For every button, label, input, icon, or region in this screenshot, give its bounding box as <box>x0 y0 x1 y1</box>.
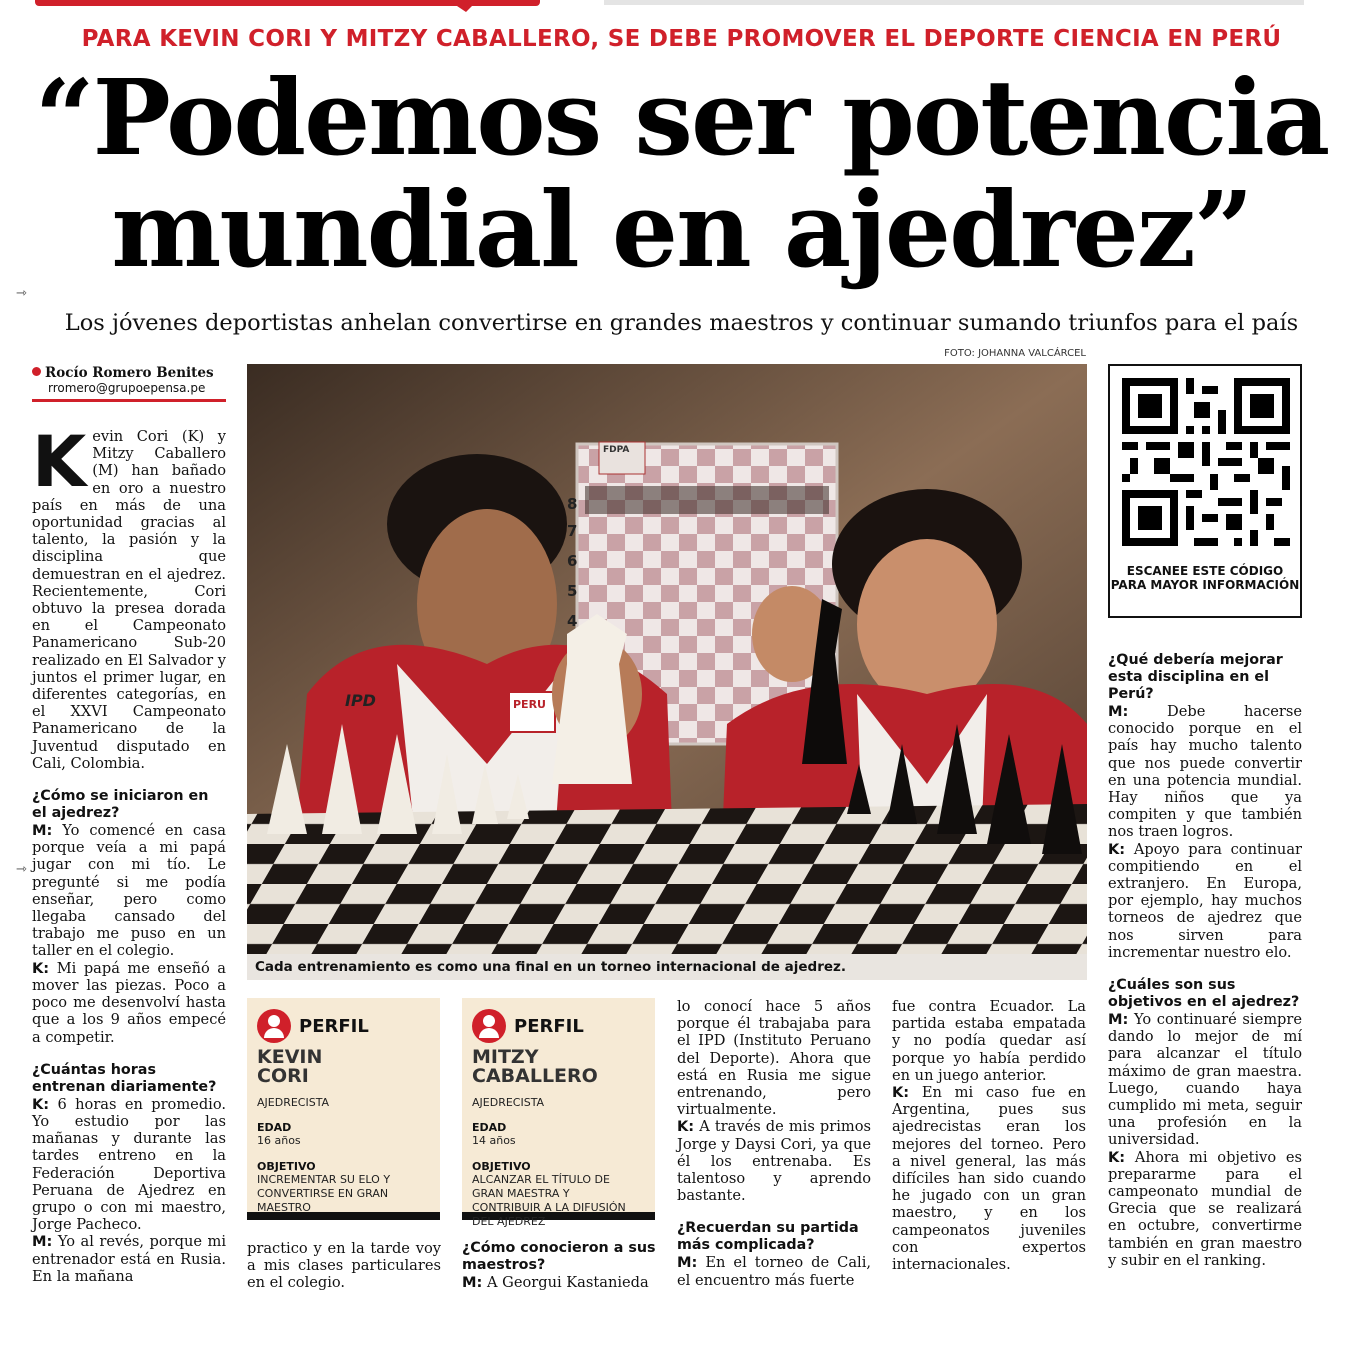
board-rank-label: 5 <box>567 582 578 600</box>
answer-paragraph: K: En mi caso fue en Argentina, pues sus ajedrecistas eran los mejores del torneo. Pero a nivel general, las más difíciles han sido cuando he jugado con un gran maestro, y en los campeonatos juveniles con expertos internacionales. <box>892 1084 1086 1274</box>
answer-paragraph: M: Yo comencé en casa porque veía a mi papá jugar con mi tío. Le pregunté si me podía enseñar, pero como llegaba cansado del trabajo me puso en un taller en el colegio. <box>32 822 226 960</box>
peru-patch-label: PERU <box>513 698 546 711</box>
board-rank-label: 4 <box>567 612 578 630</box>
answer-paragraph: M: En el torneo de Cali, el encuentro más fuerte <box>677 1254 872 1289</box>
answer-paragraph: K: Mi papá me enseñó a mover las piezas. Poco a poco me desenvolví hasta que a los 9 años empecé a competir. <box>32 959 226 1046</box>
subheadline: Los jóvenes deportistas anhelan convertirse en grandes maestros y continuar sumando triunfos para el país <box>64 310 1299 336</box>
profile-goal: INCREMENTAR SU ELO Y CONVERTIRSE EN GRAN MAESTRO <box>257 1173 391 1214</box>
profile-label: PERFIL <box>514 1015 584 1037</box>
profile-age-label: EDAD <box>472 1121 507 1134</box>
answer-paragraph: K: A través de mis primos Jorge y Daysi Cori, ya que él los entrenaba. Es talentoso y aprendo bastante. <box>677 1118 871 1205</box>
top-rule <box>604 0 1304 5</box>
photo-illustration <box>247 364 1087 954</box>
board-rank-label: 7 <box>567 522 578 540</box>
article-column-4 <box>677 998 871 1289</box>
profile-header <box>257 1008 430 1044</box>
author-email[interactable]: rromero@grupoepensa.pe <box>48 381 206 395</box>
answer-paragraph: K: 6 horas en promedio. Yo estudio por las mañanas y durante las tardes entreno en la Federación Deportiva Peruana de Ajedrez en grupo o con mi maestro, Jorge Pacheco. <box>32 1095 226 1234</box>
headline-line-1: “Podemos ser potencia <box>34 56 1329 179</box>
profile-age: 14 años <box>472 1134 516 1147</box>
profile-goal-label: OBJETIVO <box>257 1160 316 1173</box>
person-icon <box>472 1009 506 1043</box>
profile-role: AJEDRECISTA <box>472 1096 545 1109</box>
answer-paragraph: M: A Georgui Kastanieda <box>462 1274 649 1291</box>
qr-code-box[interactable] <box>1108 364 1302 618</box>
byline <box>32 362 226 402</box>
board-rank-label: 8 <box>567 495 578 513</box>
profile-age: 16 años <box>257 1134 301 1147</box>
kicker: PARA KEVIN CORI Y MITZY CABALLERO, SE DEBE PROMOVER EL DEPORTE CIENCIA EN PERÚ <box>81 26 1282 52</box>
qr-code-icon[interactable] <box>1122 378 1290 546</box>
answer-paragraph: K: Apoyo para continuar compitiendo en el extranjero. En Europa, por ejemplo, hay muchos torneos de ajedrez que nos sirven para incrementar nuestro elo. <box>1108 840 1302 961</box>
photo-caption: Cada entrenamiento es como una final en un torneo internacional de ajedrez. <box>247 954 1087 980</box>
registration-mark-icon: ⇾ <box>16 286 27 301</box>
article-column-2 <box>247 1240 441 1292</box>
ipd-logo-label: IPD <box>345 691 376 710</box>
answer-paragraph: M: Yo continuaré siempre dando lo mejor de mí para alcanzar el título máximo de gran maestra. Luego, cuando haya cumplido mi meta, seguir una profesión en la universidad. <box>1108 1011 1302 1149</box>
federation-label: FDPA <box>603 445 630 455</box>
intro-paragraph: Kevin Cori (K) y Mitzy Caballero (M) han bañado en oro a nuestro país en más de una oportunidad gracias al talento, la pasión y la disciplina que demuestran en el ajedrez. Recientemente, Cori obtuvo la presea dorada en el Campeonato Panamericano Sub-20 realizado en El Salvador y juntos el primer lugar, en diferentes categorías, en el XXVI Campeonato Panamericano de la Juventud disputado en Cali, Colombia. <box>32 421 226 772</box>
profile-role: AJEDRECISTA <box>257 1096 330 1109</box>
section-tab-tip <box>448 0 478 12</box>
profile-card-mitzy <box>462 998 655 1228</box>
answer-paragraph: M: Yo al revés, porque mi entrenador está en Rusia. En la mañana <box>32 1233 227 1285</box>
answer-paragraph: K: Ahora mi objetivo es prepararme para el campeonato mundial de Grecia que se realizará en octubre, convertirme también en gran maestro y subir en el ranking. <box>1108 1148 1303 1269</box>
person-icon <box>257 1009 291 1043</box>
headline <box>0 56 1363 291</box>
article-column-3 <box>462 1240 656 1291</box>
profile-label: PERFIL <box>299 1015 369 1037</box>
profile-name: KEVIN CORI <box>257 1046 323 1087</box>
byline-rule <box>32 399 226 402</box>
article-column-1 <box>32 421 227 1285</box>
board-rank-label: 6 <box>567 552 578 570</box>
profile-goal-label: OBJETIVO <box>472 1160 531 1173</box>
profile-age-label: EDAD <box>257 1121 292 1134</box>
qr-caption: ESCANEE ESTE CÓDIGO PARA MAYOR INFORMACIÓN <box>1110 564 1300 592</box>
drop-cap: K <box>32 421 87 503</box>
profile-card-kevin <box>247 998 440 1220</box>
profile-goal: ALCANZAR EL TÍTULO DE GRAN MAESTRA Y CONTRIBUIR A LA DIFUSIÓN DEL AJEDREZ <box>472 1173 626 1228</box>
answer-paragraph: M: Debe hacerse conocido porque en el país hay mucho talento que nos puede convertir en una potencia mundial. Hay niños que ya compiten y que también nos traen logros. <box>1108 703 1302 841</box>
question-hours: ¿Cuántas horas entrenan diariamente? <box>32 1061 217 1095</box>
article-column-6 <box>1108 652 1302 1269</box>
chess-photo <box>247 364 1087 954</box>
red-dot-icon <box>32 367 41 376</box>
author-name: Rocío Romero Benites <box>45 365 214 381</box>
question-goals: ¿Cuáles son sus objetivos en el ajedrez? <box>1108 977 1300 1011</box>
question-improve: ¿Qué debería mejorar esta disciplina en el Perú? <box>1108 652 1283 702</box>
profile-header <box>472 1008 645 1044</box>
question-hardest-game: ¿Recuerdan su partida más complicada? <box>677 1220 859 1254</box>
headline-line-2: mundial en ajedrez” <box>111 168 1252 291</box>
answer-paragraph: lo conocí hace 5 años porque él trabajaba para el IPD (Instituto Peruano del Deporte). Ahora que está en Rusia me sigue entrenando, pero virtualmente. <box>677 998 871 1119</box>
photo-credit: FOTO: JOHANNA VALCÁRCEL <box>944 348 1086 359</box>
registration-mark-icon: ⇾ <box>16 862 27 877</box>
answer-paragraph: fue contra Ecuador. La partida estaba empatada y no podía quedar así porque yo había perdido en un juego anterior. <box>892 998 1086 1084</box>
article-column-5 <box>892 998 1086 1273</box>
profile-name: MITZY CABALLERO <box>472 1046 598 1087</box>
question-start: ¿Cómo se iniciaron en el ajedrez? <box>32 788 209 822</box>
answer-paragraph: practico y en la tarde voy a mis clases particulares en el colegio. <box>247 1240 441 1292</box>
question-teachers: ¿Cómo conocieron a sus maestros? <box>462 1240 656 1273</box>
